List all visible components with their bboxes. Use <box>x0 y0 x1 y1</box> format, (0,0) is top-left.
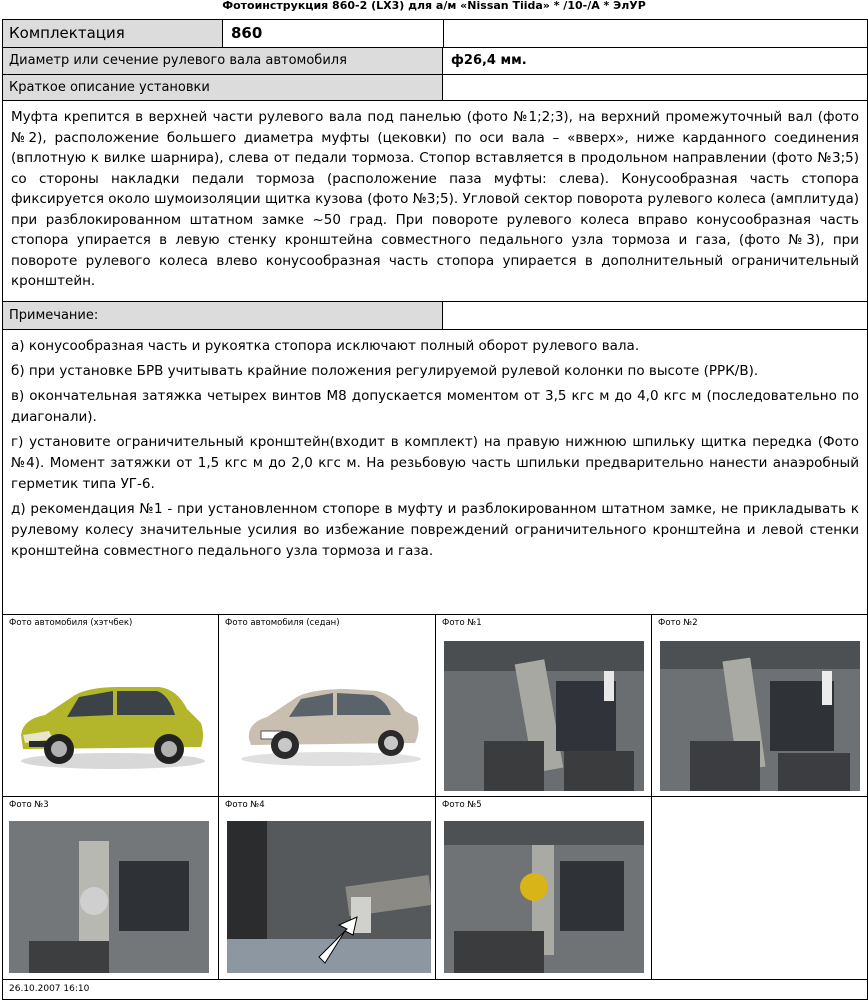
photo-cell-5 <box>436 797 652 979</box>
note-item: в) окончательная затяжка четырех винтов М8 допускается моментом от 3,5 кгс м до 4,0 кгс м (последовательно по диагонали). <box>11 388 859 425</box>
note-item: г) установите ограничительный кронштейн(входит в комплект) на правую нижнюю шпильку щитка передка (Фото №4). Момент затяжки от 1,5 кгс м до 2,0 кгс м. На резьбовую часть шпильки предварительно нанести анаэробный герметик типа УГ-6. <box>11 434 859 492</box>
footer-timestamp: 26.10.2007 16:10 <box>2 979 868 1000</box>
shaft-label: Диаметр или сечение рулевого вала автомобиля <box>3 48 443 74</box>
note-item: б) при установке БРВ учитывать крайние положения регулируемой рулевой колонки по высоте (РРК/В). <box>11 363 759 379</box>
notes-label: Примечание: <box>3 302 443 329</box>
photo-caption: Фото автомобиля (хэтчбек) <box>9 618 133 628</box>
photo-cell-sedan <box>219 615 436 797</box>
note-item: д) рекомендация №1 - при установленном стопоре в муфту и разблокированном штатном замке, не прикладывать к рулевому колесу значительные усилия во избежание повреждений ограничительного кронштейна и левой стенки кронштейна совместного педального узла тормоза и газа. <box>11 501 859 559</box>
pedal-assembly-photo <box>444 641 644 791</box>
notes-header-row <box>2 301 868 330</box>
description-header-empty <box>443 75 867 100</box>
photo-cell-empty <box>652 797 868 979</box>
photo-cell-2 <box>652 615 868 797</box>
photo-cell-4 <box>219 797 436 979</box>
photo-caption: Фото №2 <box>658 618 698 628</box>
description-label: Краткое описание установки <box>3 75 443 100</box>
photo-grid <box>2 614 868 980</box>
notes-block <box>2 329 868 615</box>
photo-cell-3 <box>3 797 219 979</box>
photo-caption: Фото №1 <box>442 618 482 628</box>
description-header-row <box>2 74 868 101</box>
pedal-assembly-photo <box>660 641 860 791</box>
column-divider <box>443 20 444 47</box>
photo-caption: Фото автомобиля (седан) <box>225 618 340 628</box>
photo-cell-1 <box>436 615 652 797</box>
kit-label: Комплектация <box>3 20 223 47</box>
photo-caption: Фото №4 <box>225 800 265 810</box>
bracket-arrow-photo <box>227 821 431 973</box>
notes-header-empty <box>443 302 867 329</box>
description-text: Муфта крепится в верхней части рулевого вала под панелью (фото №1;2;3), на верхний промежуточный вал (фото №2), расположение большего диаметра муфты (цековки) по оси вала – «вверх», ниже карданного соединения (вплотную к вилке шарнира), слева от педали тормоза. Стопор вставляется в продольном направлении (фото №3;5) со стороны накладки педали тормоза (расположение паза муфты: слева). Конусообразная часть стопора фиксируется около шумоизоляции щитка кузова (фото №3;5). Угловой сектор поворота рулевого колеса (амплитуда) при разблокированном штатном замке ~50 град. При повороте рулевого колеса вправо конусообразная часть стопора упирается в левую стенку кронштейна совместного педального узла тормоза и газа, (фото №3), при повороте рулевого колеса влево конусообразная часть стопора упирается в дополнительный ограничительный кронштейн. <box>2 100 868 302</box>
note-item: а) конусообразная часть и рукоятка стопора исключают полный оборот рулевого вала. <box>11 338 640 354</box>
shaft-value: ф26,4 мм. <box>451 53 527 68</box>
locked-stopper-photo <box>444 821 644 973</box>
hatchback-car-photo <box>9 639 213 783</box>
photo-cell-hatchback <box>3 615 219 797</box>
photo-caption: Фото №3 <box>9 800 49 810</box>
kit-value: 860 <box>231 24 263 42</box>
document-title: Фотоинструкция 860-2 (LX3) для а/м «Nissan Tiida» * /10-/А * ЭлУР <box>222 0 646 12</box>
steering-shaft-photo <box>9 821 209 973</box>
photo-caption: Фото №5 <box>442 800 482 810</box>
kit-row <box>2 19 868 48</box>
sedan-car-photo <box>227 639 431 783</box>
shaft-row <box>2 47 868 75</box>
